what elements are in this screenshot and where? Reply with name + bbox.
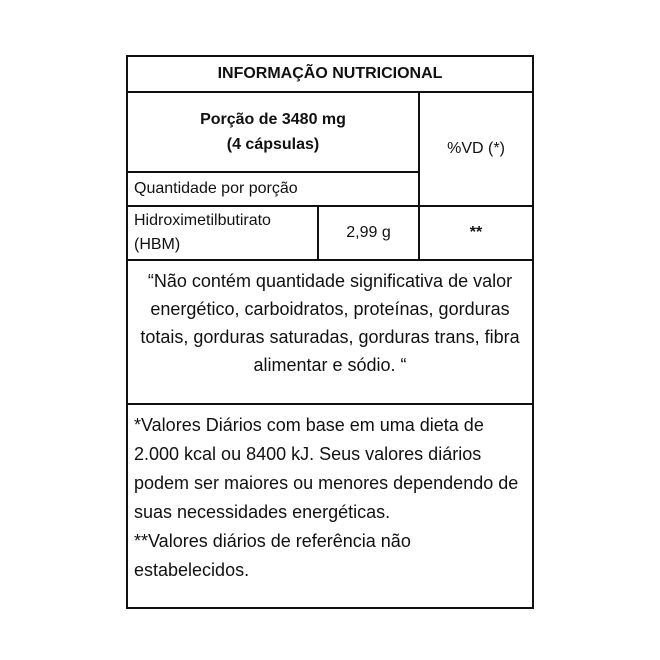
nutrition-facts-table — [126, 55, 534, 609]
not-significant-notice: “Não contém quantidade significativa de valor energético, carboidratos, proteínas, gorduras totais, gorduras saturadas, gorduras trans, fibra alimentar e sódio. “ — [128, 261, 532, 405]
table-title: INFORMAÇÃO NUTRICIONAL — [128, 57, 532, 93]
nutrient-amount: 2,99 g — [319, 207, 420, 261]
nutrient-name: Hidroximetilbutirato (HBM) — [128, 207, 319, 261]
portion-size-line2: (4 cápsulas) — [226, 136, 320, 153]
portion-size-cell — [128, 93, 420, 173]
footnote-daily-values: *Valores Diários com base em uma dieta de 2.000 kcal ou 8400 kJ. Seus valores diários podem ser maiores ou menores dependendo de suas necessidades energéticas. — [134, 415, 519, 522]
footnotes — [128, 405, 532, 609]
quantity-per-portion-label: Quantidade por porção — [128, 173, 420, 207]
daily-value-header: %VD (*) — [420, 93, 532, 207]
footnote-no-reference: **Valores diários de referência não estabelecidos. — [134, 531, 411, 580]
nutrient-daily-value: ** — [420, 207, 532, 261]
portion-size-line1: Porção de 3480 mg — [200, 111, 346, 128]
